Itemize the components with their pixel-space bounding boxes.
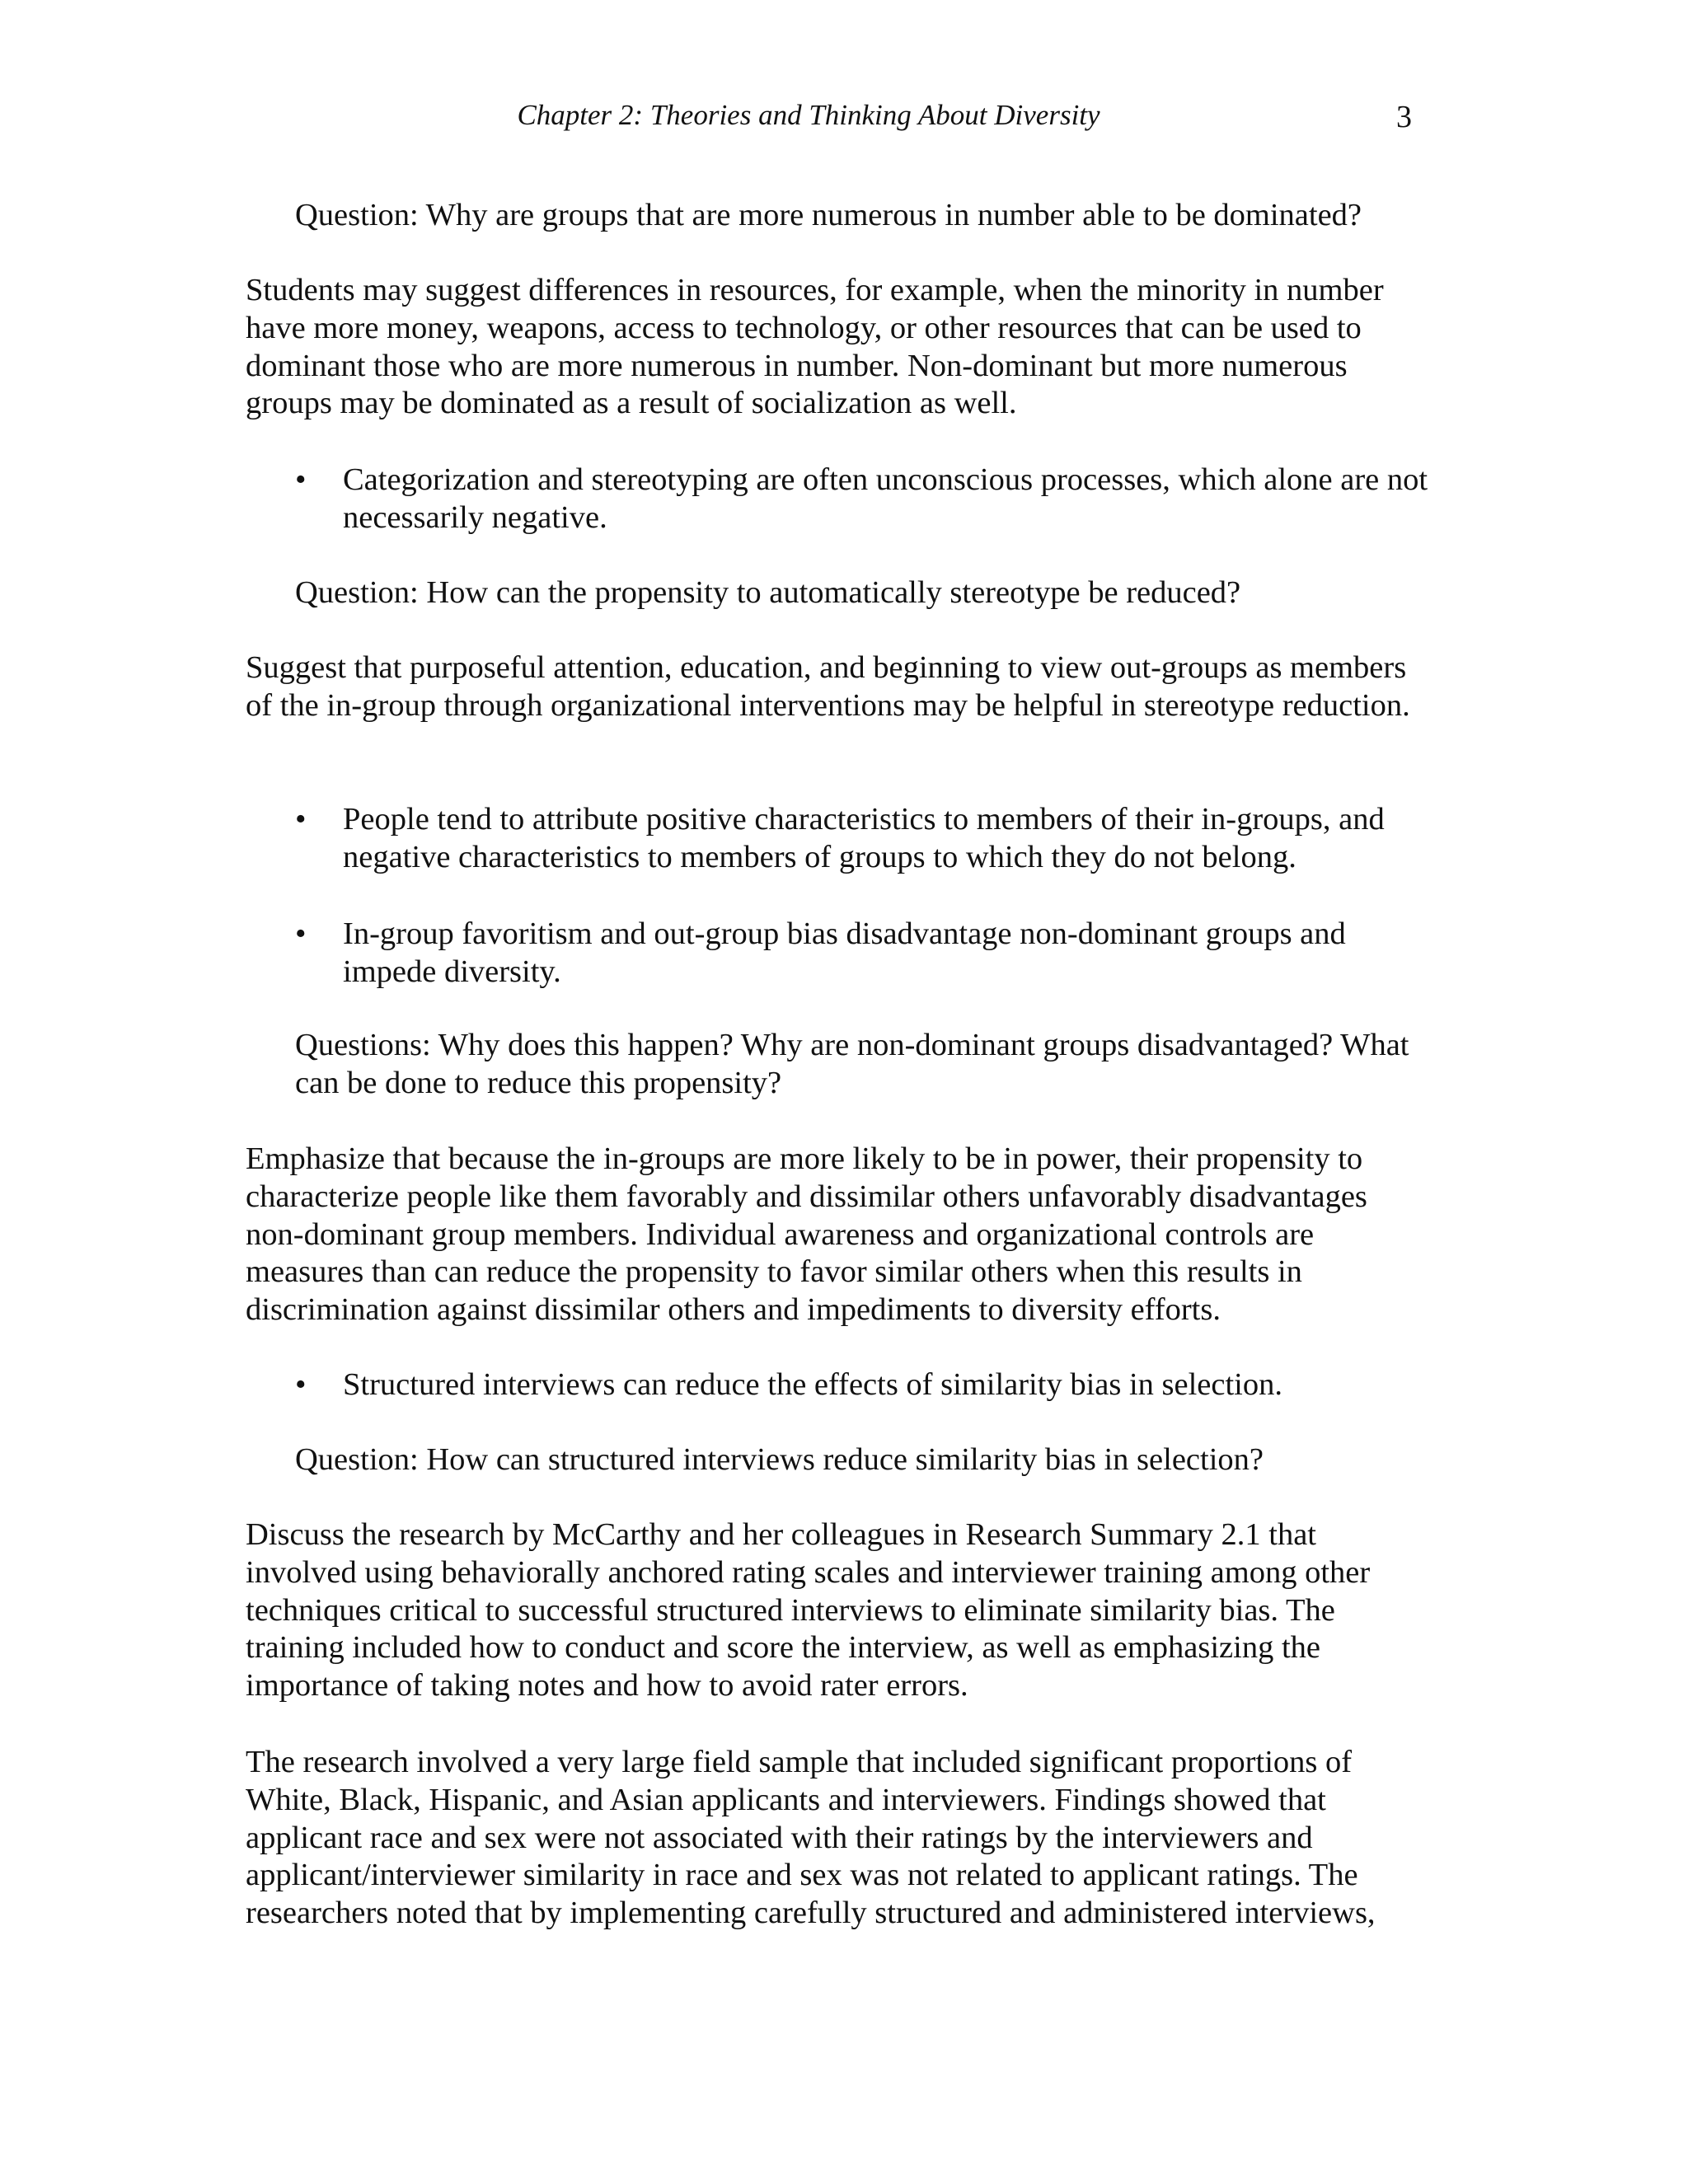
bullet-text: Categorization and stereotyping are often unconscious processes, which alone are not necessarily negative. — [343, 462, 1428, 535]
bullet-icon: • — [295, 802, 307, 837]
running-header-title: Chapter 2: Theories and Thinking About Diversity — [517, 99, 1100, 131]
body-paragraph: Students may suggest differences in resources, for example, when the minority in number have more money, weapons, access to technology, or other resources that can be used to dominant those who are more numerous in number. Non-dominant but more numerous groups may be dominated as a result of socialization as well. — [246, 273, 1384, 421]
bullet-text: In-group favoritism and out-group bias disadvantage non-dominant groups and impede diversity. — [343, 916, 1346, 989]
body-paragraph: Suggest that purposeful attention, education, and beginning to view out-groups as members of the in-group through organizational interventions may be helpful in stereotype reduction. — [246, 650, 1410, 723]
body-paragraph: The research involved a very large field sample that included significant proportions of White, Black, Hispanic, and Asian applicants and interviewers. Findings showed that applicant race and sex were not associated with their ratings by the interviewers and applicant/interviewer similarity in race and sex was not related to applicant ratings. The researchers noted that by implementing carefully structured and administered interviews, — [246, 1745, 1376, 1931]
body-paragraph: Discuss the research by McCarthy and her colleagues in Research Summary 2.1 that involved using behaviorally anchored rating scales and interviewer training among other techniques critical to successful structured interviews to eliminate similarity bias. The training included how to conduct and score the interview, as well as emphasizing the importance of taking notes and how to avoid rater errors. — [246, 1517, 1371, 1704]
bullet-text: Structured interviews can reduce the effects of similarity bias in selection. — [343, 1367, 1282, 1402]
question-paragraph: Questions: Why does this happen? Why are non-dominant groups disadvantaged? What can be done to reduce this propensity? — [295, 1028, 1409, 1100]
bullet-icon: • — [295, 462, 307, 497]
bullet-icon: • — [295, 916, 307, 951]
bullet-text: People tend to attribute positive characteristics to members of their in-groups, and negative characteristics to members of groups to which they do not belong. — [343, 802, 1385, 874]
question-paragraph: Question: How can the propensity to automatically stereotype be reduced? — [295, 575, 1241, 610]
question-paragraph: Question: How can structured interviews reduce similarity bias in selection? — [295, 1442, 1264, 1477]
bullet-icon: • — [295, 1367, 307, 1402]
question-paragraph: Question: Why are groups that are more numerous in number able to be dominated? — [295, 198, 1362, 232]
body-paragraph: Emphasize that because the in-groups are more likely to be in power, their propensity to characterize people like them favorably and dissimilar others unfavorably disadvantages non-dominant group members. Individual awareness and organizational controls are measures than can reduce the propensity to favor similar others when this results in discrimination against dissimilar others and impediments to diversity efforts. — [246, 1141, 1367, 1328]
page-number: 3 — [1396, 100, 1412, 134]
